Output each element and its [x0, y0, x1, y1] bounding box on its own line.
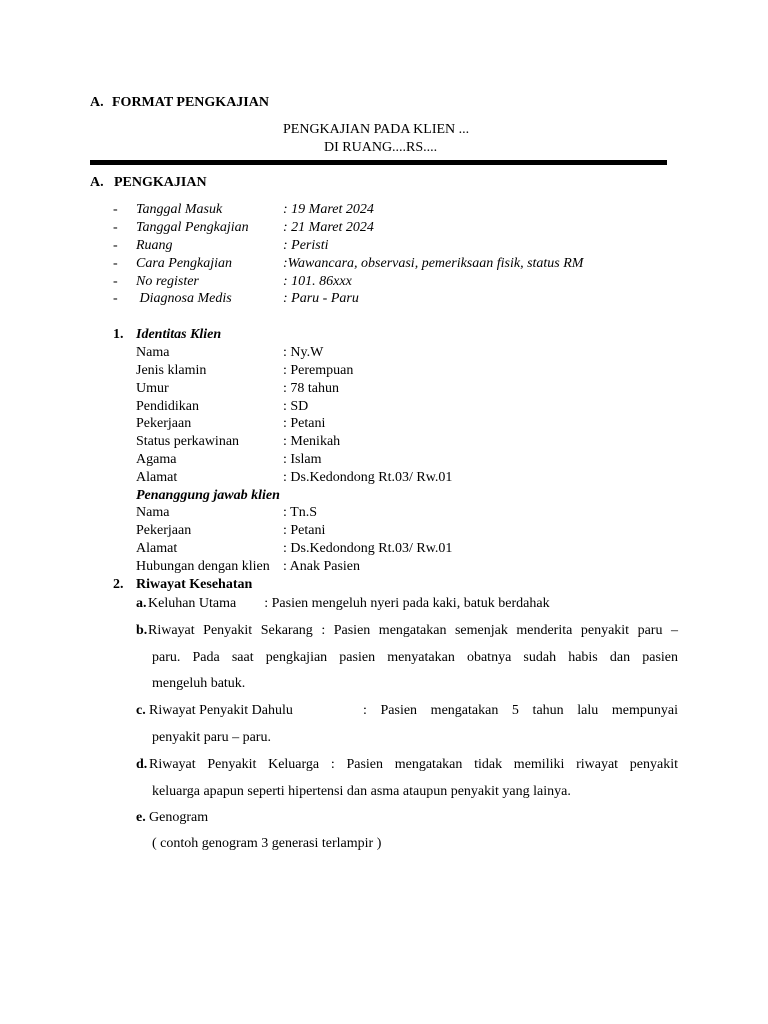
field-label: No register [136, 274, 199, 289]
field-label: Hubungan dengan klien [136, 559, 270, 574]
riwayat-keluarga-line2: keluarga apapun seperti hipertensi dan asma ataupun penyakit yang lainya. [152, 784, 571, 799]
field-label: Nama [136, 505, 170, 520]
field-value: : Ny.W [283, 345, 324, 360]
riwayat-dahulu-line2: penyakit paru – paru. [152, 730, 271, 745]
item-letter-c: c. [136, 703, 146, 718]
field-value: : Ds.Kedondong Rt.03/ Rw.01 [283, 470, 453, 485]
field-label: Status perkawinan [136, 434, 240, 449]
riwayat-sekarang-line3: mengeluh batuk. [152, 676, 246, 691]
item-letter-b: b. [136, 623, 148, 638]
list-dash: - [113, 202, 118, 217]
field-value: : Perempuan [283, 363, 354, 378]
field-label: Diagnosa Medis [136, 291, 232, 306]
section-number-identitas: 1. [113, 327, 124, 342]
list-dash: - [113, 256, 118, 271]
field-value: : 21 Maret 2024 [283, 220, 374, 235]
section-letter-format: A. [90, 95, 104, 110]
keluhan-utama-text: Keluhan Utama : Pasien mengeluh nyeri pada kaki, batuk berdahak [148, 596, 550, 611]
section-title-identitas: Identitas Klien [136, 327, 222, 342]
field-value: :Wawancara, observasi, pemeriksaan fisik, status RM [283, 256, 584, 271]
item-letter-a: a. [136, 596, 147, 611]
field-label: Nama [136, 345, 170, 360]
field-value: : Anak Pasien [283, 559, 360, 574]
list-dash: - [113, 238, 118, 253]
field-value: : Paru - Paru [283, 291, 359, 306]
section-title-format: FORMAT PENGKAJIAN [112, 95, 269, 110]
field-label: Alamat [136, 541, 178, 556]
field-value: : Tn.S [283, 505, 317, 520]
field-label: Alamat [136, 470, 178, 485]
field-value: : 19 Maret 2024 [283, 202, 374, 217]
field-value: : Petani [283, 416, 326, 431]
field-label: Jenis klamin [136, 363, 207, 378]
section-letter-pengkajian: A. [90, 175, 104, 190]
riwayat-keluarga-line1: Riwayat Penyakit Keluarga : Pasien mengatakan tidak memiliki riwayat penyakit [149, 757, 678, 772]
list-dash: - [113, 291, 118, 306]
riwayat-sekarang-line2: paru. Pada saat pengkajian pasien menyatakan obatnya sudah habis dan pasien [152, 650, 678, 665]
field-label: Agama [136, 452, 177, 467]
list-dash: - [113, 220, 118, 235]
field-label: Tanggal Masuk [136, 202, 223, 217]
item-letter-d: d. [136, 757, 148, 772]
doc-title-line2: DI RUANG....RS.... [324, 140, 438, 155]
field-label: Cara Pengkajian [136, 256, 233, 271]
riwayat-sekarang-line1: Riwayat Penyakit Sekarang : Pasien mengatakan semenjak menderita penyakit paru – [148, 623, 678, 638]
section-number-riwayat: 2. [113, 577, 124, 592]
field-value: : 78 tahun [283, 381, 339, 396]
field-label: Tanggal Pengkajian [136, 220, 249, 235]
field-label: Pekerjaan [136, 523, 192, 538]
field-value: : Petani [283, 523, 326, 538]
field-label: Pendidikan [136, 399, 199, 414]
field-value: : Islam [283, 452, 322, 467]
field-label: Umur [136, 381, 169, 396]
item-letter-e: e. [136, 810, 146, 825]
riwayat-dahulu-label: Riwayat Penyakit Dahulu [149, 703, 293, 718]
field-value: : Menikah [283, 434, 341, 449]
section-title-riwayat: Riwayat Kesehatan [136, 577, 253, 592]
riwayat-dahulu-line1: : Pasien mengatakan 5 tahun lalu mempunyai [363, 703, 678, 718]
section-title-pengkajian: PENGKAJIAN [114, 175, 207, 190]
field-value: : 101. 86xxx [283, 274, 352, 289]
field-label: Ruang [136, 238, 173, 253]
genogram-note: ( contoh genogram 3 generasi terlampir ) [152, 836, 382, 851]
genogram-label: Genogram [149, 810, 209, 825]
field-label: Pekerjaan [136, 416, 192, 431]
doc-title-line1: PENGKAJIAN PADA KLIEN ... [283, 122, 470, 137]
title-divider [90, 160, 667, 165]
field-value: : SD [283, 399, 309, 414]
list-dash: - [113, 274, 118, 289]
field-value: : Peristi [283, 238, 329, 253]
field-value: : Ds.Kedondong Rt.03/ Rw.01 [283, 541, 453, 556]
subsection-title-penanggung-jawab: Penanggung jawab klien [136, 488, 280, 503]
